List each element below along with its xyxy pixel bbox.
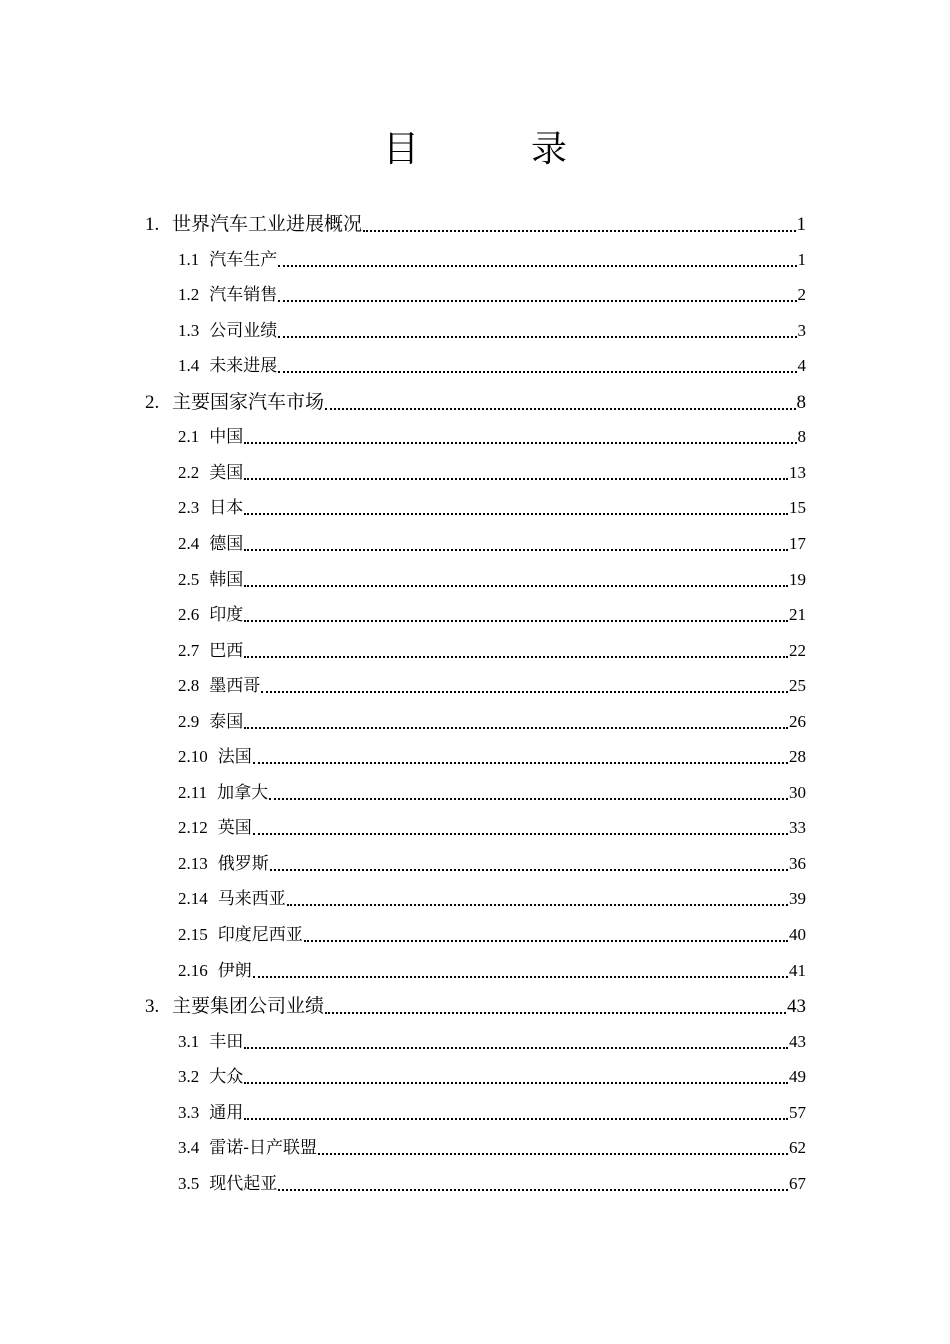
toc-entry-page-number: 26	[789, 711, 806, 731]
toc-section-entry[interactable]	[178, 277, 806, 312]
toc-entry-number: 2.16	[178, 960, 208, 980]
toc-entry-title: 汽车销售	[209, 285, 278, 306]
toc-section-entry[interactable]	[178, 1166, 806, 1201]
toc-section-entry[interactable]	[178, 881, 806, 916]
toc-entry-number: 2.8	[178, 676, 200, 696]
toc-entry-number: 1.	[145, 214, 160, 235]
toc-dot-leader	[304, 917, 788, 952]
toc-dot-leader	[244, 597, 788, 632]
toc-dot-leader	[278, 277, 796, 312]
toc-section-entry[interactable]	[178, 668, 806, 703]
toc-entry-page-number: 13	[789, 462, 806, 482]
toc-entry-page-number: 17	[789, 533, 806, 553]
toc-entry-title: 世界汽车工业进展概况	[172, 213, 363, 235]
toc-entry-page-number: 8	[796, 391, 806, 413]
toc-dot-leader	[244, 633, 788, 668]
toc-section-entry[interactable]	[178, 455, 806, 490]
toc-entry-number: 2.	[145, 391, 160, 413]
toc-entry-title: 中国	[209, 427, 244, 448]
toc-entry-page-number: 1	[797, 249, 806, 269]
toc-entry-number: 1.4	[178, 356, 200, 376]
toc-section-entry[interactable]	[178, 597, 806, 632]
toc-entry-page-number: 30	[789, 782, 806, 802]
toc-section-entry[interactable]	[178, 846, 806, 881]
toc-entry-title: 印度尼西亚	[217, 925, 303, 945]
toc-entry-page-number: 19	[789, 569, 806, 589]
toc-section-entry[interactable]	[178, 917, 806, 952]
toc-entry-title: 主要国家汽车市场	[172, 390, 325, 413]
toc-dot-leader	[244, 562, 788, 597]
toc-entry-page-number: 8	[797, 427, 806, 447]
toc-entry-number: 3.5	[178, 1173, 200, 1193]
toc-entry-number: 2.1	[178, 427, 200, 447]
toc-dot-leader	[261, 668, 788, 703]
toc-section-entry[interactable]	[178, 313, 806, 348]
toc-section-entry[interactable]	[178, 562, 806, 597]
toc-entry-page-number: 2	[797, 285, 806, 305]
toc-entry-page-number: 25	[789, 676, 806, 696]
toc-entry-title: 通用	[209, 1102, 244, 1123]
toc-entry-title: 公司业绩	[209, 320, 278, 341]
toc-entry-page-number: 1	[796, 214, 806, 235]
page-title: 目 录	[382, 129, 605, 170]
toc-entry-number: 1.1	[178, 249, 200, 269]
toc-dot-leader	[325, 384, 795, 420]
toc-section-entry[interactable]	[178, 953, 806, 988]
toc-entry-page-number: 15	[789, 498, 806, 518]
toc-section-entry[interactable]	[178, 419, 806, 454]
toc-entry-number: 2.10	[178, 747, 208, 767]
toc-dot-leader	[253, 810, 788, 845]
toc-section-entry[interactable]	[178, 1130, 806, 1165]
toc-dot-leader	[278, 242, 796, 277]
toc-entry-number: 3.2	[178, 1067, 200, 1087]
toc-entry-title: 汽车生产	[209, 249, 278, 270]
toc-section-entry[interactable]	[178, 810, 806, 845]
toc-entry-number: 2.6	[178, 605, 200, 625]
toc-section-entry[interactable]	[178, 704, 806, 739]
toc-dot-leader	[325, 988, 786, 1024]
toc-entry-title: 巴西	[209, 640, 244, 661]
toc-entry-number: 2.3	[178, 498, 200, 518]
toc-entry-page-number: 43	[789, 1031, 806, 1051]
toc-entry-number: 2.7	[178, 640, 200, 660]
toc-entry-number: 2.5	[178, 569, 200, 589]
toc-entry-page-number: 4	[797, 356, 806, 376]
toc-dot-leader	[244, 490, 788, 525]
toc-dot-leader	[244, 526, 788, 561]
toc-entry-number: 3.4	[178, 1138, 200, 1158]
toc-section-entry[interactable]	[178, 490, 806, 525]
toc-section-entry[interactable]	[178, 348, 806, 383]
toc-dot-leader	[244, 419, 796, 454]
toc-entry-title: 雷诺-日产联盟	[209, 1138, 317, 1159]
toc-dot-leader	[244, 1059, 788, 1094]
toc-entry-page-number: 40	[789, 925, 806, 944]
toc-entry-title: 美国	[209, 462, 244, 483]
toc-entry-number: 2.9	[178, 711, 200, 731]
toc-entry-number: 1.2	[178, 285, 200, 305]
toc-entry-page-number: 57	[789, 1102, 806, 1122]
toc-entry-number: 3.1	[178, 1031, 200, 1051]
toc-section-entry[interactable]	[178, 1059, 806, 1094]
toc-entry-title: 德国	[209, 533, 244, 554]
toc-entry-title: 现代起亚	[209, 1173, 278, 1194]
toc-entry-page-number: 67	[789, 1173, 806, 1193]
toc-dot-leader	[244, 704, 788, 739]
toc-entry-title: 丰田	[209, 1031, 244, 1052]
toc-entry-number: 3.3	[178, 1102, 200, 1122]
toc-entry-number: 2.2	[178, 462, 200, 482]
toc-dot-leader	[278, 348, 796, 383]
toc-dot-leader	[244, 1095, 788, 1130]
toc-section-entry[interactable]	[178, 1024, 806, 1059]
toc-entry-number: 2.11	[178, 782, 208, 802]
toc-entry-number: 2.4	[178, 533, 200, 553]
toc-entry-page-number: 36	[789, 853, 806, 873]
toc-entry-title: 韩国	[209, 569, 244, 590]
toc-dot-leader	[253, 739, 788, 774]
toc-dot-leader	[318, 1130, 788, 1165]
toc-entry-title: 英国	[217, 818, 252, 839]
toc-entry-title: 伊朗	[217, 960, 252, 981]
toc-entry-title: 泰国	[209, 711, 244, 732]
toc-entry-page-number: 33	[789, 818, 806, 838]
toc-entry-page-number: 21	[789, 605, 806, 625]
toc-entry-title: 主要集团公司业绩	[172, 995, 325, 1018]
toc-entry-number: 3.	[145, 996, 160, 1018]
toc-entry-page-number: 49	[789, 1067, 806, 1087]
toc-section-entry[interactable]	[178, 242, 806, 277]
toc-entry-number: 2.14	[178, 889, 208, 909]
toc-entry-title: 马来西亚	[217, 889, 286, 910]
toc-entry-page-number: 28	[789, 747, 806, 767]
toc-section-entry[interactable]	[178, 633, 806, 668]
toc-entry-page-number: 39	[789, 889, 806, 909]
toc-entry-title: 印度	[209, 605, 244, 626]
toc-dot-leader	[269, 775, 788, 810]
toc-entry-title: 墨西哥	[209, 676, 261, 697]
toc-entry-page-number: 22	[789, 640, 806, 660]
toc-entry-title: 俄罗斯	[217, 853, 269, 874]
toc-dot-leader	[278, 1166, 788, 1201]
toc-section-entry[interactable]	[178, 1095, 806, 1130]
toc-entry-number: 2.15	[178, 925, 208, 944]
toc-entry-title: 日本	[209, 498, 244, 519]
toc-chapter-entry[interactable]	[145, 206, 806, 242]
toc-chapter-entry[interactable]	[145, 988, 806, 1024]
toc-entry-page-number: 3	[797, 320, 806, 340]
toc-entry-number: 1.3	[178, 320, 200, 340]
toc-entry-page-number: 43	[787, 996, 806, 1018]
toc-section-entry[interactable]	[178, 526, 806, 561]
toc-section-entry[interactable]	[178, 739, 806, 774]
toc-dot-leader	[287, 881, 788, 916]
toc-entry-title: 法国	[217, 747, 252, 768]
toc-dot-leader	[244, 1024, 788, 1059]
toc-entry-title: 加拿大	[217, 782, 269, 803]
toc-entry-number: 2.12	[178, 818, 208, 838]
toc-entry-page-number: 62	[789, 1138, 806, 1158]
toc-entry-page-number: 41	[789, 960, 806, 980]
toc-entry-title: 未来进展	[209, 356, 278, 377]
toc-dot-leader	[253, 953, 788, 988]
toc-dot-leader	[270, 846, 788, 881]
toc-dot-leader	[363, 206, 795, 242]
toc-chapter-entry[interactable]	[145, 384, 806, 420]
toc-entry-title: 大众	[209, 1067, 244, 1088]
toc-dot-leader	[278, 313, 796, 348]
toc-dot-leader	[244, 455, 788, 490]
toc-section-entry[interactable]	[178, 775, 806, 810]
toc-entry-number: 2.13	[178, 853, 208, 873]
